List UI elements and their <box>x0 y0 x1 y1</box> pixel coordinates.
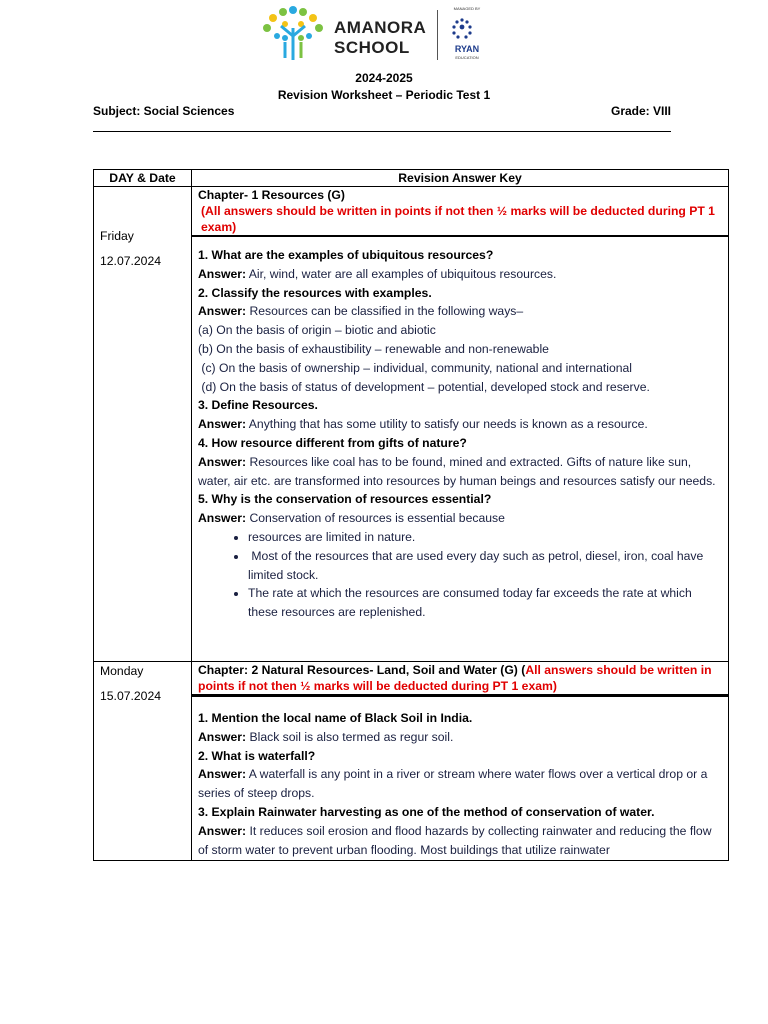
answer-text: Resources like coal has to be found, mined and extracted. Gifts of nature like sun, water, air etc. are transformed into resources by human beings and resources satisfy our needs. <box>198 454 716 488</box>
answer-label: Answer: <box>198 511 247 526</box>
answer <box>198 415 722 434</box>
ryan-sub-label: EDUCATION <box>455 55 479 60</box>
table-header-row <box>94 170 729 187</box>
header-rule <box>93 131 671 132</box>
answer-line: (d) On the basis of status of development – potential, developed stock and reserve. <box>198 379 650 394</box>
chapter-note: (All answers should be written in points if not then ½ marks will be deducted during PT 1 exam) <box>201 204 715 234</box>
answer <box>198 765 722 803</box>
managed-by-label: MANAGED BY <box>453 6 481 11</box>
answer <box>198 453 722 491</box>
list-item: • The rate at which the resources are consumed today far exceeds the rate at which these resources are replenished. <box>248 584 722 622</box>
day-date: 15.07.2024 <box>100 688 161 703</box>
chapter-note: All answers should be written in points if not then ½ marks will be deducted during PT 1 exam) <box>198 663 712 693</box>
question: 3. Explain Rainwater harvesting as one of the method of conservation of water. <box>198 804 655 819</box>
question: 2. Classify the resources with examples. <box>198 285 432 300</box>
answer-text: Black soil is also termed as regur soil. <box>246 729 454 744</box>
answer-text: Anything that has some utility to satisfy our needs is known as a resource. <box>246 417 648 432</box>
school-name <box>334 18 426 58</box>
day-cell <box>94 662 192 861</box>
table-row <box>94 187 729 662</box>
logo-divider <box>437 10 438 60</box>
col-day-header: DAY & Date <box>94 170 192 187</box>
answer-text: It reduces soil erosion and flood hazards by collecting rainwater and reducing the flow of storm water to prevent urban flooding. Most buildings that utilize rainwater <box>198 823 712 857</box>
answer-label: Answer: <box>198 454 247 469</box>
chapter-header <box>192 662 728 697</box>
day-date: 12.07.2024 <box>100 253 161 268</box>
answer-text: Air, wind, water are all examples of ubiquitous resources. <box>246 266 557 281</box>
answer <box>198 728 722 747</box>
ryan-label: RYAN <box>454 44 480 54</box>
answer-key-table <box>93 169 729 861</box>
answer-label: Answer: <box>198 729 247 744</box>
answer-label: Answer: <box>198 266 247 281</box>
school-name-line2: SCHOOL <box>334 38 410 57</box>
chapter-header <box>192 187 728 237</box>
answer-bullets <box>198 528 722 622</box>
academic-year: 2024-2025 <box>355 71 413 85</box>
question: 4. How resource different from gifts of nature? <box>198 435 467 450</box>
answer <box>198 822 722 860</box>
question: 2. What is waterfall? <box>198 748 316 763</box>
answer <box>198 302 722 321</box>
answer-label: Answer: <box>198 823 247 838</box>
day-name: Monday <box>100 664 144 678</box>
answer-text: Conservation of resources is essential because <box>246 511 505 526</box>
grade-label: Grade: VIII <box>611 104 672 118</box>
answer-line: (a) On the basis of origin – biotic and abiotic <box>198 323 436 338</box>
answer-text: Resources can be classified in the following ways– <box>246 304 524 319</box>
answer-label: Answer: <box>198 417 247 432</box>
day-cell <box>94 187 192 662</box>
school-name-line1: AMANORA <box>334 18 427 37</box>
list-item: • Most of the resources that are used every day such as petrol, diesel, iron, coal have limited stock. <box>248 547 722 585</box>
answer-line: (c) On the basis of ownership – individual, community, national and international <box>198 360 633 375</box>
day-name: Friday <box>100 229 134 243</box>
table-row <box>94 662 729 861</box>
answer <box>198 509 722 528</box>
question: 3. Define Resources. <box>198 398 318 413</box>
subject-label: Subject: Social Sciences <box>93 104 235 118</box>
key-cell <box>192 187 729 662</box>
key-cell <box>192 662 729 861</box>
answer-label: Answer: <box>198 767 247 782</box>
list-item: • resources are limited in nature. <box>248 528 722 547</box>
chapter-title: Chapter: 2 Natural Resources- Land, Soil and Water (G) ( <box>198 663 526 677</box>
chapter-title: Chapter- 1 Resources (G) <box>198 188 345 202</box>
question: 1. Mention the local name of Black Soil in India. <box>198 711 473 725</box>
answer-label: Answer: <box>198 304 247 319</box>
question: 5. Why is the conservation of resources essential? <box>198 492 492 507</box>
chapter-line <box>198 662 722 694</box>
answer <box>198 265 722 284</box>
col-key-header: Revision Answer Key <box>192 170 729 187</box>
worksheet-title: Revision Worksheet – Periodic Test 1 <box>277 88 491 102</box>
answer-text: A waterfall is any point in a river or stream where water flows over a vertical drop or a series of steep drops. <box>198 767 708 801</box>
question: 1. What are the examples of ubiquitous resources? <box>198 248 494 262</box>
answer-line: (b) On the basis of exhaustibility – renewable and non-renewable <box>198 341 549 356</box>
